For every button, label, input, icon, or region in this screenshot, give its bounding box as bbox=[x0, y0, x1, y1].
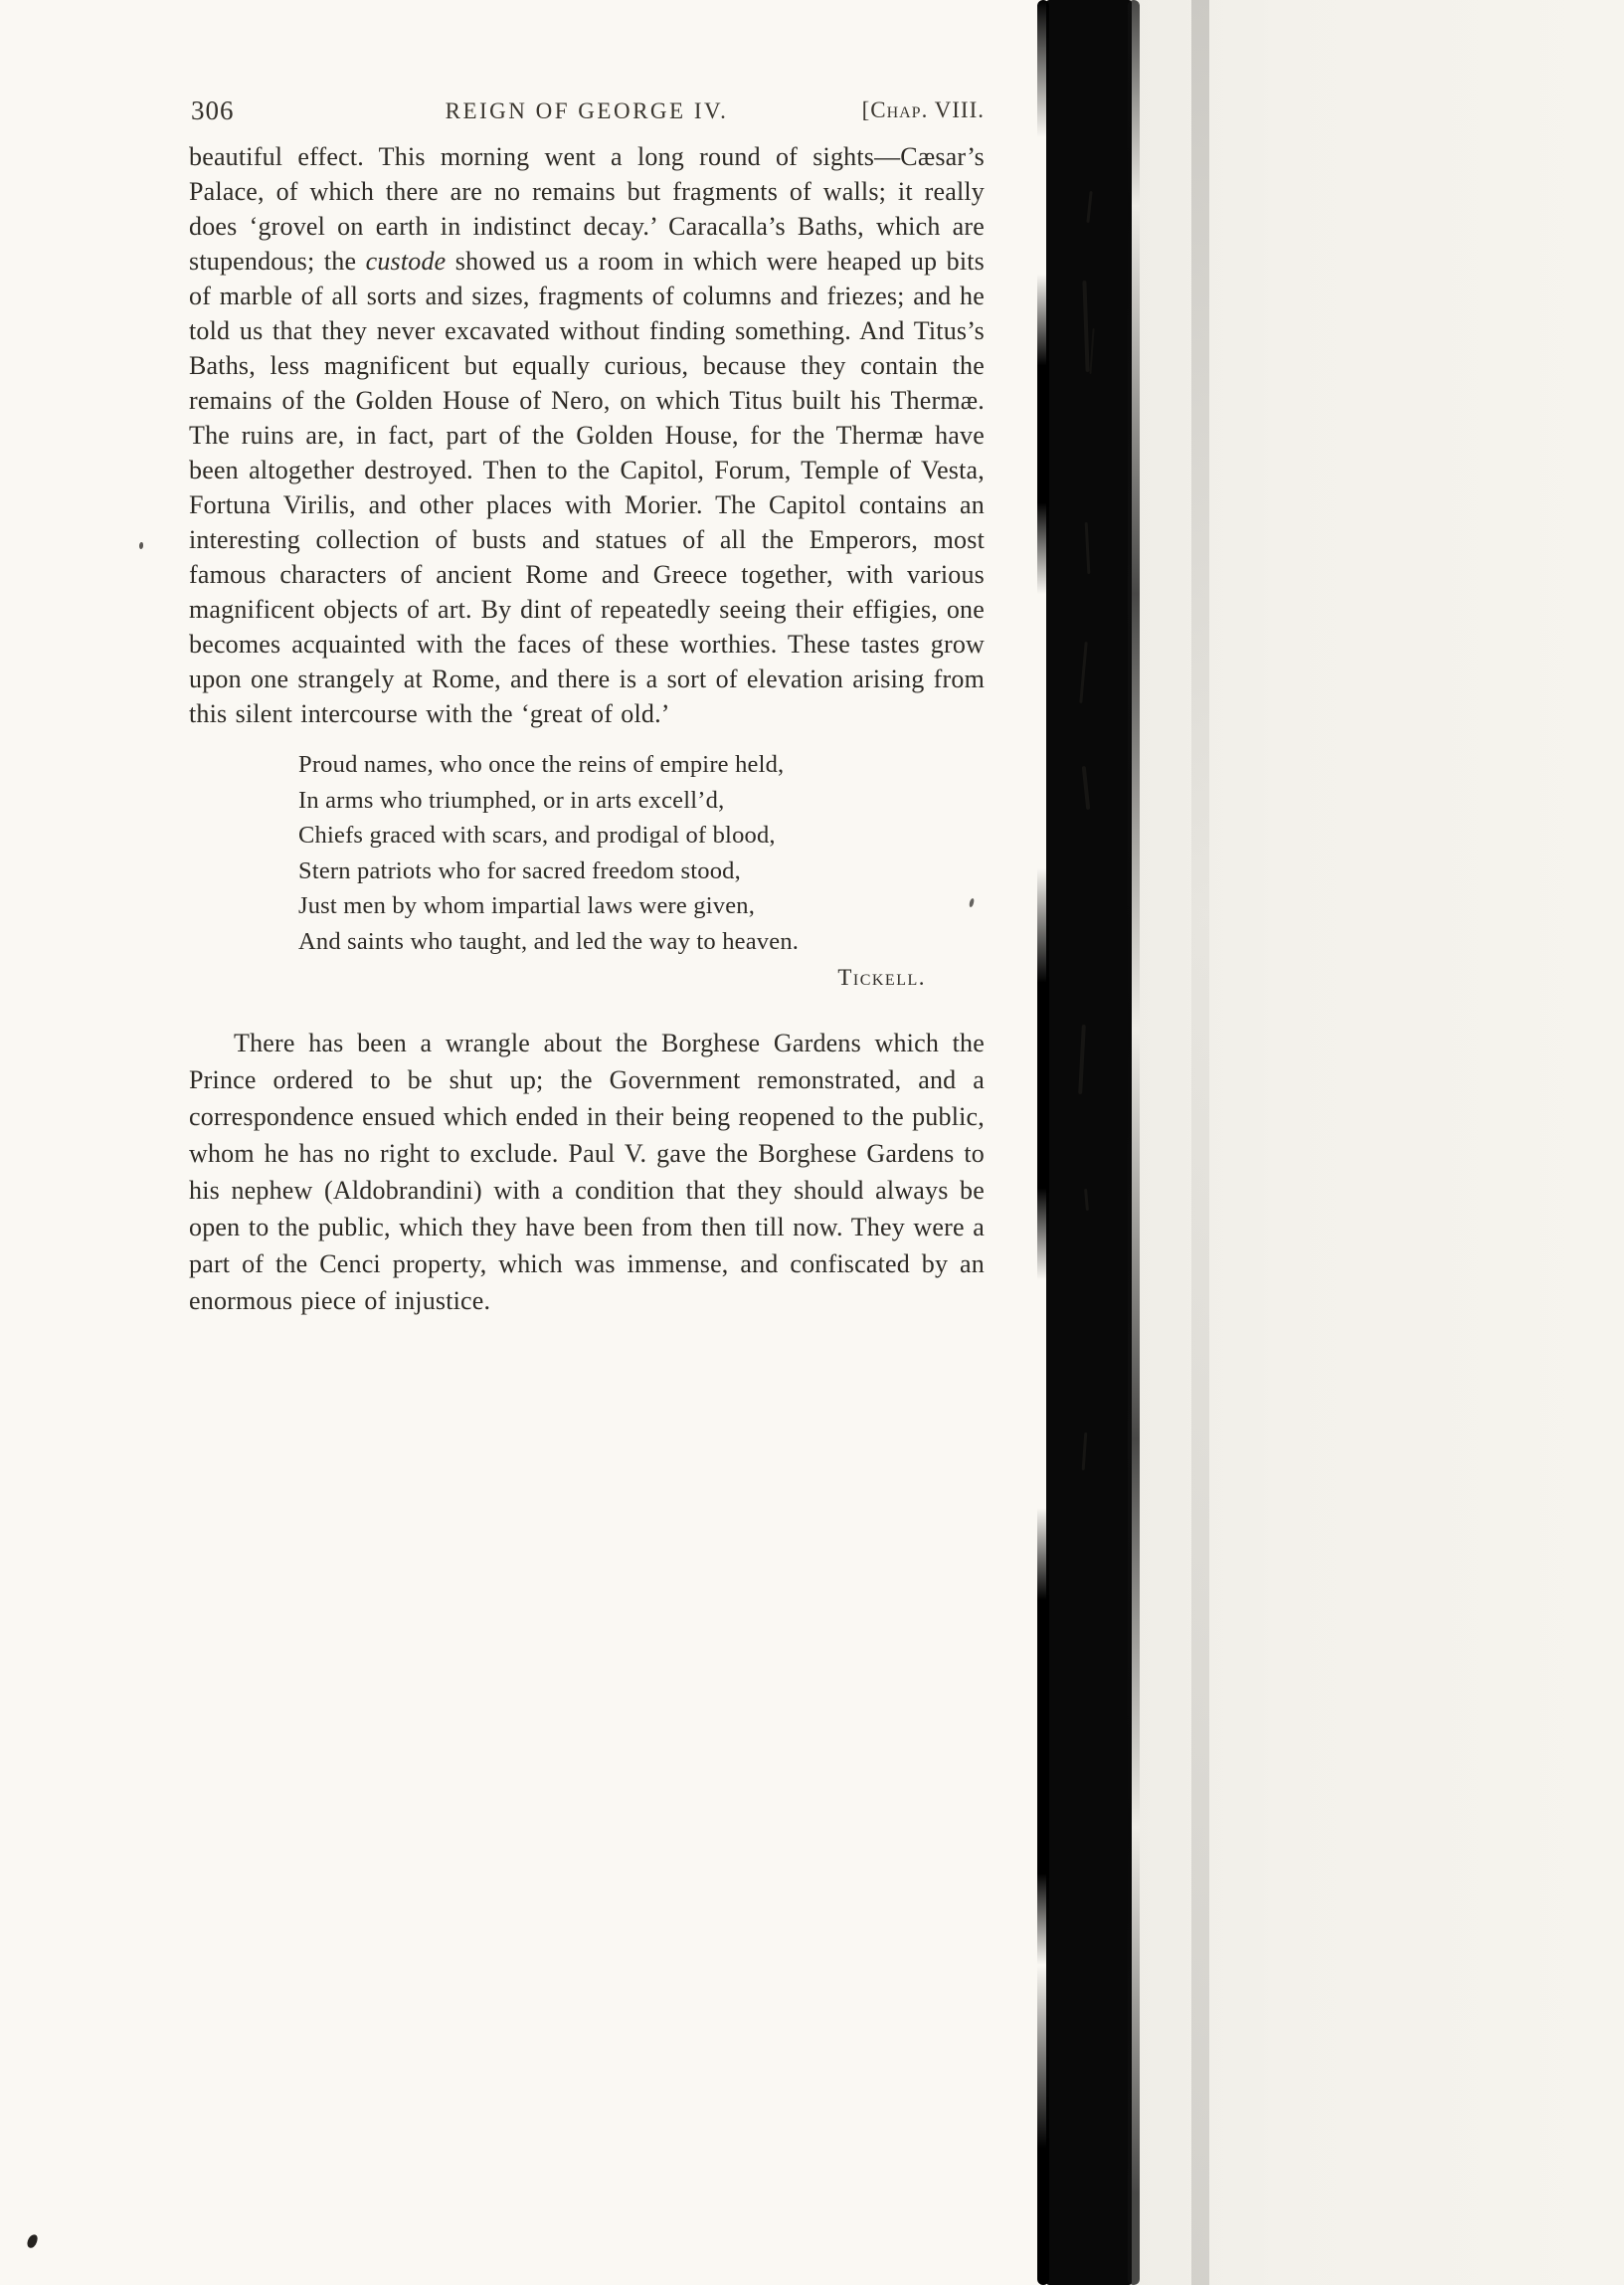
poem-attribution: Tickell. bbox=[837, 965, 926, 990]
ink-speck bbox=[139, 542, 143, 549]
poem-line: Stern patriots who for sacred freedom stood, bbox=[298, 857, 741, 884]
poem-line: Proud names, who once the reins of empire held, bbox=[298, 751, 785, 778]
page-body bbox=[189, 139, 985, 1319]
poem-line: And saints who taught, and led the way to heaven. bbox=[298, 927, 800, 955]
page-number: 306 bbox=[191, 95, 235, 125]
custode-italic-word: custode bbox=[365, 247, 447, 276]
poem-line: In arms who triumphed, or in arts excell’d, bbox=[298, 786, 725, 814]
page-header bbox=[189, 95, 985, 135]
paragraph-1 bbox=[189, 139, 985, 731]
gutter-paper-edge bbox=[1132, 0, 1624, 2285]
poem-line: Chiefs graced with scars, and prodigal of blood, bbox=[298, 822, 776, 849]
paragraph-2: There has been a wrangle about the Borghese Gardens which the Prince ordered to be shut up; the Government remonstrated, and a correspondence ensued which ended in their being reopened to the public, whom he has no right to exclude. Paul V. gave the Borghese Gardens to his nephew (Aldobrandini) with a condition that they should always be open to the public, which they have been from then till now. They were a part of the Cenci property, which was immense, and confiscated by an enormous piece of injustice. bbox=[189, 1029, 985, 1315]
scan-gutter-shadow bbox=[1046, 0, 1132, 2285]
chapter-label: [Chap. VIII. bbox=[861, 97, 985, 122]
poem-line: Just men by whom impartial laws were given, bbox=[298, 892, 756, 919]
poem-block bbox=[298, 747, 940, 995]
ink-speck bbox=[26, 2233, 39, 2249]
paragraph-1-text-b: showed us a room in which were heaped up bits of marble of all sorts and sizes, fragments of columns and friezes; and he told us that they never excavated without finding something. And Titus’s Baths, less magnificent but equally curious, because they contain the remains of the Golden House of Nero, on which Titus built his Thermæ. The ruins are, in fact, part of the Golden House, for the Thermæ have been altogether destroyed. Then to the Capitol, Forum, Temple of Vesta, Fortuna Virilis, and other places with Morier. The Capitol contains an interesting collection of busts and statues of all the Emperors, most famous characters of ancient Rome and Greece together, with various magnificent objects of art. By dint of repeatedly seeing their effigies, one becomes acquainted with the faces of these worthies. These tastes grow upon one strangely at Rome, and there is a sort of elevation arising from this silent intercourse with the ‘great of old.’ bbox=[189, 247, 985, 728]
paragraph-1-text-a: beautiful effect. This morning went a long round of sights—Cæsar’s Palace, of which there are no remains but fragments of walls; it really does ‘grovel on earth in indistinct decay.’ Caracalla’s Baths, which are stupendous; the bbox=[189, 142, 985, 276]
running-title: REIGN OF GEORGE IV. bbox=[445, 98, 729, 123]
